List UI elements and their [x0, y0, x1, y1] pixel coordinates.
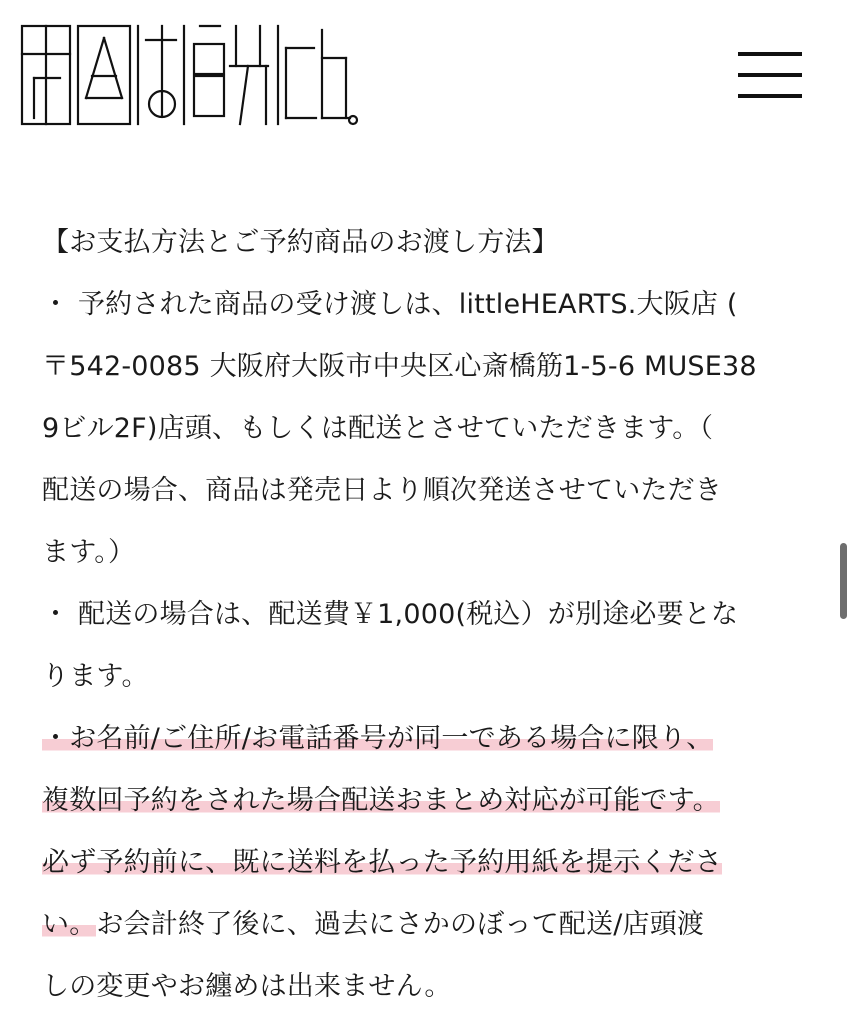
info-line: しの変更やお纏めは出来ません。: [42, 971, 452, 1002]
mixed-line: [42, 894, 812, 956]
info-line: ります。: [42, 661, 149, 692]
payment-delivery-info: [42, 212, 812, 1018]
site-header: [0, 0, 853, 170]
highlighted-text: 必ず予約前に、既に送料を払った予約用紙を提示くださ: [42, 847, 722, 878]
hamburger-menu-button[interactable]: [734, 46, 806, 104]
info-line: ます。）: [42, 537, 136, 568]
hamburger-menu-icon: [738, 52, 802, 56]
section-heading: 【お支払方法とご予約商品のお渡し方法】: [42, 227, 559, 258]
highlighted-line: [42, 832, 812, 894]
hamburger-menu-icon-bar-3: [738, 94, 802, 98]
plain-text: お会計終了後に、過去にさかのぼって配送/店頭渡: [96, 909, 705, 940]
highlighted-text: 複数回予約をされた場合配送おまとめ対応が可能です。: [42, 785, 720, 816]
hamburger-menu-icon-bar-2: [738, 73, 802, 77]
highlighted-text: い。: [42, 909, 97, 940]
logo-glyphs: [20, 18, 360, 130]
highlighted-text: ・お名前/ご住所/お電話番号が同一である場合に限り、: [42, 723, 714, 754]
scrollbar-thumb[interactable]: [840, 543, 847, 619]
brand-logo[interactable]: [20, 18, 360, 130]
info-line: 〒542-0085 大阪府大阪市中央区心斎橋筋1-5-6 MUSE38: [42, 351, 757, 382]
info-line: 9ビル2F)店頭、もしくは配送とさせていただきます。（: [42, 413, 714, 444]
highlighted-line: [42, 770, 812, 832]
info-line: ・ 配送の場合は、配送費￥1,000(税込）が別途必要とな: [42, 599, 739, 630]
info-line: ・ 予約された商品の受け渡しは、littleHEARTS.大阪店 (: [42, 289, 738, 320]
info-line: 配送の場合、商品は発売日より順次発送させていただき: [42, 475, 722, 506]
highlighted-line: [42, 708, 812, 770]
